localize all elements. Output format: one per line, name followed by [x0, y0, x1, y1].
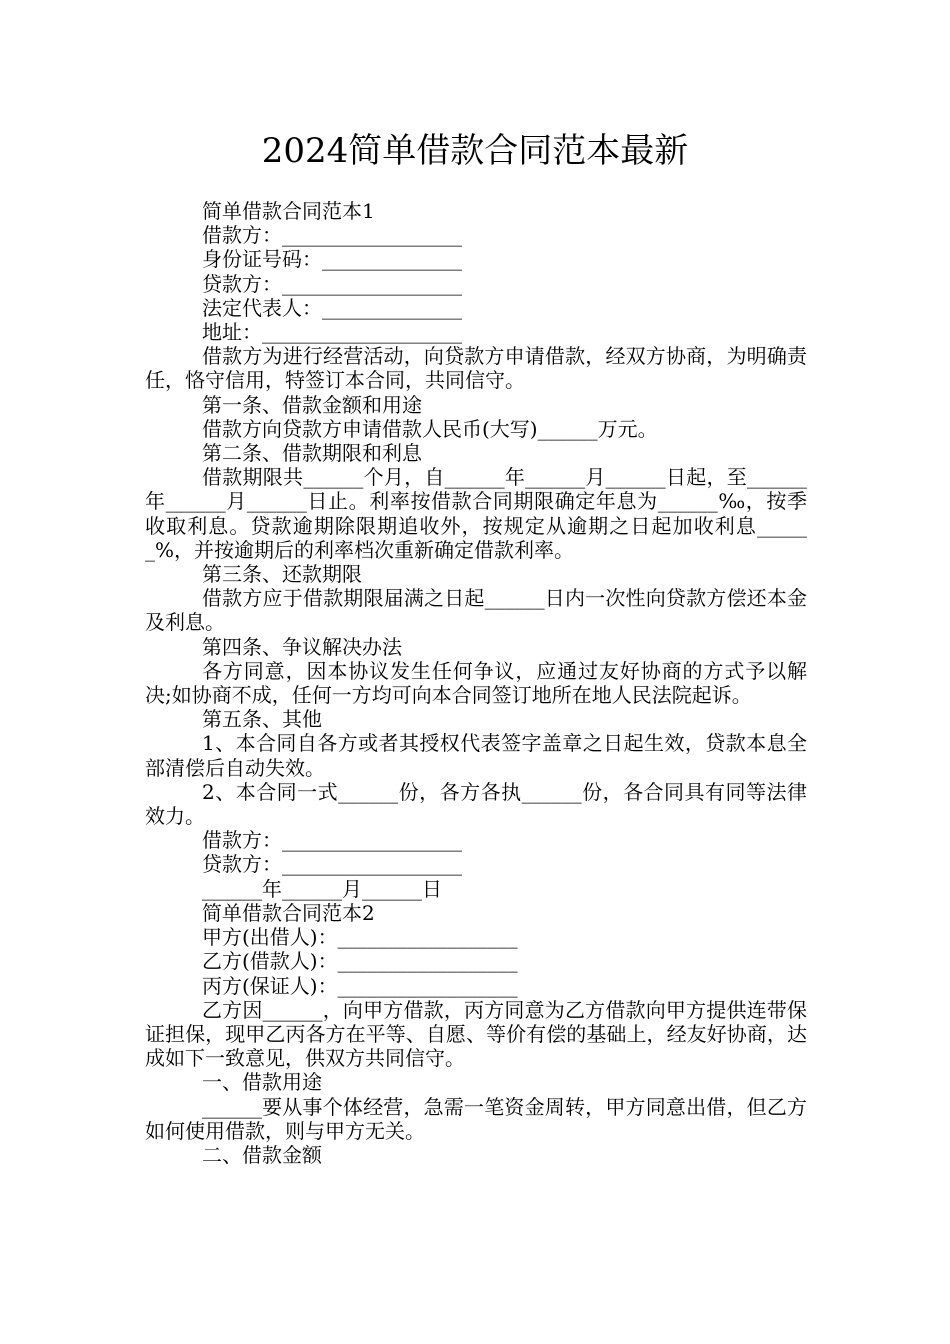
form-line-party-b: 乙方(借款人)：__________________	[202, 949, 518, 974]
paragraph: 2、本合同一式______份，各方各执______份，各合同具有同等法律效力。	[145, 779, 807, 829]
signature-line-borrower: 借款方：__________________	[202, 828, 462, 853]
form-line-address: 地址：____________________	[202, 320, 462, 345]
paragraph: 借款方应于借款期限届满之日起______日内一次性向贷款方偿还本金及利息。	[145, 586, 807, 635]
form-line-party-a: 甲方(出借人)：__________________	[202, 925, 518, 950]
section-heading: 简单借款合同范本2	[202, 900, 375, 925]
paragraph: 借款方为进行经营活动，向贷款方申请借款，经双方协商，为明确责任，恪守信用，特签订本合同，共同信守。	[145, 344, 807, 393]
paragraph: 乙方因______，向甲方借款，丙方同意为乙方借款向甲方提供连带保证担保，现甲乙丙各方在平等、自愿、等价有偿的基础上，经友好协商，达成如下一致意见，供双方共同信守。	[145, 997, 807, 1071]
form-line-party-c: 丙方(保证人)：__________________	[202, 973, 518, 998]
article-heading: 第二条、借款期限和利息	[202, 441, 422, 466]
article-heading: 第三条、还款期限	[202, 562, 362, 587]
form-line-legal-rep: 法定代表人：______________	[202, 295, 462, 320]
article-heading: 第五条、其他	[202, 707, 322, 732]
article-heading: 一、借款用途	[202, 1070, 322, 1095]
form-line-lender: 贷款方：__________________	[202, 271, 462, 296]
form-line-borrower: 借款方：__________________	[202, 223, 462, 248]
signature-line-lender: 贷款方：__________________	[202, 852, 462, 877]
document-title: 2024简单借款合同范本最新	[261, 131, 689, 171]
paragraph: 借款期限共______个月，自______年______月______日起，至______年______月______日止。利率按借款合同期限确定年息为______‰，按季收取利息。贷款逾期除限期追收外，按规定从逾期之日起加收利息______%，并按逾期后的利率档次重新确定借款利率。	[145, 465, 807, 562]
paragraph: ______要从事个体经营，急需一笔资金周转，甲方同意出借，但乙方如何使用借款，则与甲方无关。	[145, 1094, 807, 1143]
paragraph: 各方同意，因本协议发生任何争议，应通过友好协商的方式予以解决;如协商不成，任何一方均可向本合同签订地所在地人民法院起诉。	[145, 658, 807, 708]
paragraph: 借款方向贷款方申请借款人民币(大写)______万元。	[202, 416, 658, 441]
section-heading: 简单借款合同范本1	[202, 199, 375, 223]
paragraph: 1、本合同自各方或者其授权代表签字盖章之日起生效，贷款本息全部清偿后自动失效。	[145, 731, 807, 780]
article-heading: 第一条、借款金额和用途	[202, 392, 422, 417]
signature-date-line: ______年______月______日	[202, 876, 442, 901]
article-heading: 二、借款金额	[202, 1142, 322, 1167]
document-body	[145, 199, 807, 1167]
article-heading: 第四条、争议解决办法	[202, 634, 402, 659]
form-line-id-number: 身份证号码：______________	[202, 247, 462, 272]
